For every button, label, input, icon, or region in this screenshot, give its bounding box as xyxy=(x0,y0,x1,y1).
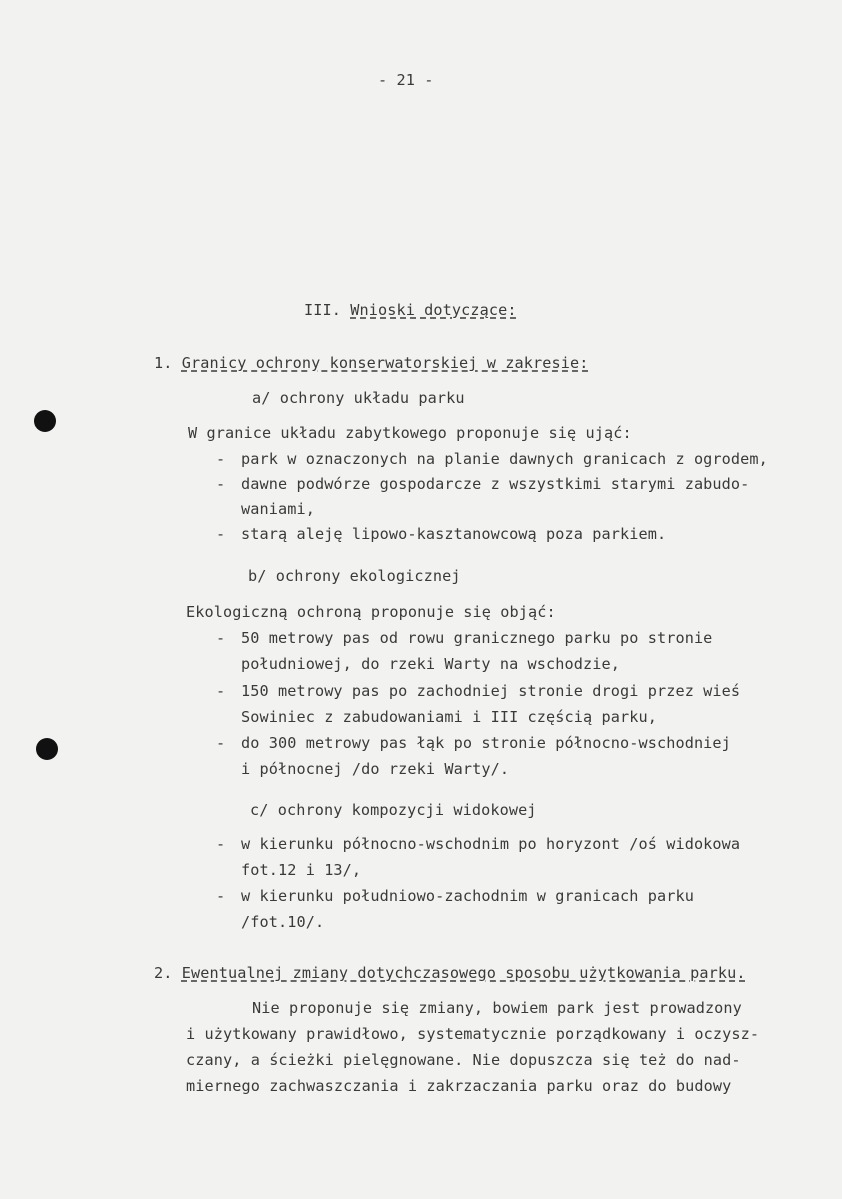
sub-a-label: a/ ochrony układu parku xyxy=(252,389,465,407)
punch-hole-top xyxy=(34,410,56,432)
sub-b-bullet-2-line-1: 150 metrowy pas po zachodniej stronie drogi przez wieś xyxy=(241,682,741,700)
section-title-text: Wnioski dotyczące: xyxy=(350,301,517,319)
sub-c-label: c/ ochrony kompozycji widokowej xyxy=(250,801,537,819)
sub-a-bullet-2-dash: - xyxy=(216,475,226,493)
sub-a-intro: W granice układu zabytkowego proponuje się ująć: xyxy=(188,424,632,442)
sub-b-bullet-1-dash: - xyxy=(216,629,226,647)
item1-heading xyxy=(154,353,588,373)
sub-b-label: b/ ochrony ekologicznej xyxy=(248,567,461,585)
item2-paragraph-line-1: Nie proponuje się zmiany, bowiem park jest prowadzony xyxy=(252,999,742,1017)
item2-heading xyxy=(154,963,746,983)
section-title xyxy=(304,300,517,320)
item1-number: 1. xyxy=(154,354,173,372)
sub-c-bullet-2-dash: - xyxy=(216,887,226,905)
sub-c-bullet-2-line-1: w kierunku południowo-zachodnim w granicach parku xyxy=(241,887,694,905)
sub-a-bullet-3-line-1: starą aleję lipowo-kasztanowcową poza parkiem. xyxy=(241,525,667,543)
sub-c-bullet-2-line-2: /fot.10/. xyxy=(241,913,325,931)
sub-b-bullet-2-line-2: Sowiniec z zabudowaniami i III częścią parku, xyxy=(241,708,657,726)
sub-c-bullet-1-dash: - xyxy=(216,835,226,853)
item2-paragraph-line-4: miernego zachwaszczania i zakrzaczania parku oraz do budowy xyxy=(186,1077,732,1095)
sub-b-bullet-1-line-1: 50 metrowy pas od rowu granicznego parku po stronie xyxy=(241,629,713,647)
sub-b-intro: Ekologiczną ochroną proponuje się objąć: xyxy=(186,603,556,621)
sub-a-bullet-2-line-2: waniami, xyxy=(241,500,315,518)
sub-c-bullet-1-line-2: fot.12 i 13/, xyxy=(241,861,362,879)
sub-a-bullet-3-dash: - xyxy=(216,525,226,543)
punch-hole-bottom xyxy=(36,738,58,760)
item2-paragraph-line-3: czany, a ścieżki pielęgnowane. Nie dopuszcza się też do nad- xyxy=(186,1051,741,1069)
sub-a-bullet-1-line-1: park w oznaczonych na planie dawnych granicach z ogrodem, xyxy=(241,450,768,468)
sub-a-bullet-1-dash: - xyxy=(216,450,226,468)
item2-heading-text: Ewentualnej zmiany dotychczasowego sposobu użytkowania parku. xyxy=(181,964,746,982)
sub-b-bullet-3-line-1: do 300 metrowy pas łąk po stronie północno-wschodniej xyxy=(241,734,731,752)
item2-number: 2. xyxy=(154,964,173,982)
sub-b-bullet-1-line-2: południowej, do rzeki Warty na wschodzie, xyxy=(241,655,620,673)
sub-b-bullet-3-line-2: i północnej /do rzeki Warty/. xyxy=(241,760,510,778)
page-number: - 21 - xyxy=(378,71,434,89)
sub-b-bullet-3-dash: - xyxy=(216,734,226,752)
sub-c-bullet-1-line-1: w kierunku północno-wschodnim po horyzont /oś widokowa xyxy=(241,835,741,853)
section-numeral: III. xyxy=(304,301,341,319)
sub-b-bullet-2-dash: - xyxy=(216,682,226,700)
item2-paragraph-line-2: i użytkowany prawidłowo, systematycznie porządkowany i oczysz- xyxy=(186,1025,760,1043)
sub-a-bullet-2-line-1: dawne podwórze gospodarcze z wszystkimi starymi zabudo- xyxy=(241,475,750,493)
item1-heading-text: Granicy ochrony konserwatorskiej w zakresie: xyxy=(181,354,589,372)
